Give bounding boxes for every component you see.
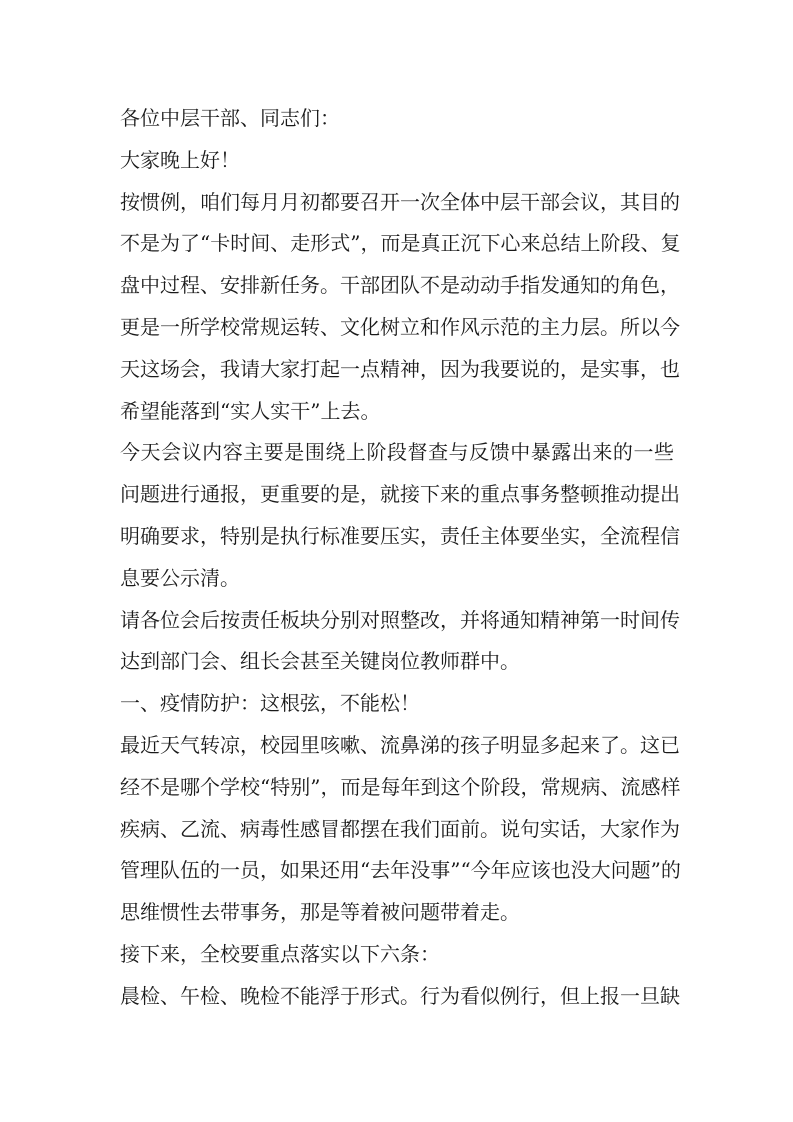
paragraph-line: 今天会议内容主要是围绕上阶段督查与反馈中暴露出来的一些: [120, 440, 674, 465]
paragraph-line: 接下来，全校要重点落实以下六条：: [120, 941, 440, 966]
paragraph-line: 一、疫情防护：这根弦，不能松！: [120, 691, 420, 716]
paragraph-line: 请各位会后按责任板块分别对照整改，并将通知精神第一时间传: [120, 607, 680, 632]
paragraph-line: 管理队伍的一员，如果还用“去年没事”“今年应该也没大问题”的: [120, 858, 681, 883]
paragraph-line: 更是一所学校常规运转、文化树立和作风示范的主力层。所以今: [120, 314, 680, 339]
paragraph-line: 天这场会，我请大家打起一点精神，因为我要说的，是实事，也: [120, 356, 680, 381]
paragraph-line: 经不是哪个学校“特别”，而是每年到这个阶段，常规病、流感样: [120, 774, 681, 799]
document-page: [120, 104, 681, 1024]
paragraph-line: 希望能落到“实人实干”上去。: [120, 398, 381, 423]
paragraph-line: 最近天气转凉，校园里咳嗽、流鼻涕的孩子明显多起来了。这已: [120, 732, 680, 757]
paragraph-line: 盘中过程、安排新任务。干部团队不是动动手指发通知的角色，: [120, 273, 680, 298]
paragraph-line: 晨检、午检、晚检不能浮于形式。行为看似例行，但上报一旦缺: [120, 983, 680, 1008]
paragraph-line: 达到部门会、组长会甚至关键岗位教师群中。: [120, 649, 520, 674]
paragraph-line: 大家晚上好！: [120, 147, 240, 172]
paragraph-line: 不是为了“卡时间、走形式”，而是真正沉下心来总结上阶段、复: [120, 231, 681, 256]
paragraph-line: 按惯例，咱们每月月初都要召开一次全体中层干部会议，其目的: [120, 189, 680, 214]
paragraph-line: 疾病、乙流、病毒性感冒都摆在我们面前。说句实话，大家作为: [120, 816, 680, 841]
paragraph-line: 思维惯性去带事务，那是等着被问题带着走。: [120, 900, 520, 925]
paragraph-line: 息要公示清。: [120, 565, 240, 590]
paragraph-line: 明确要求，特别是执行标准要压实，责任主体要坐实，全流程信: [120, 523, 680, 548]
paragraph-line: 问题进行通报，更重要的是，就接下来的重点事务整顿推动提出: [120, 482, 680, 507]
paragraph-line: 各位中层干部、同志们：: [120, 106, 340, 130]
